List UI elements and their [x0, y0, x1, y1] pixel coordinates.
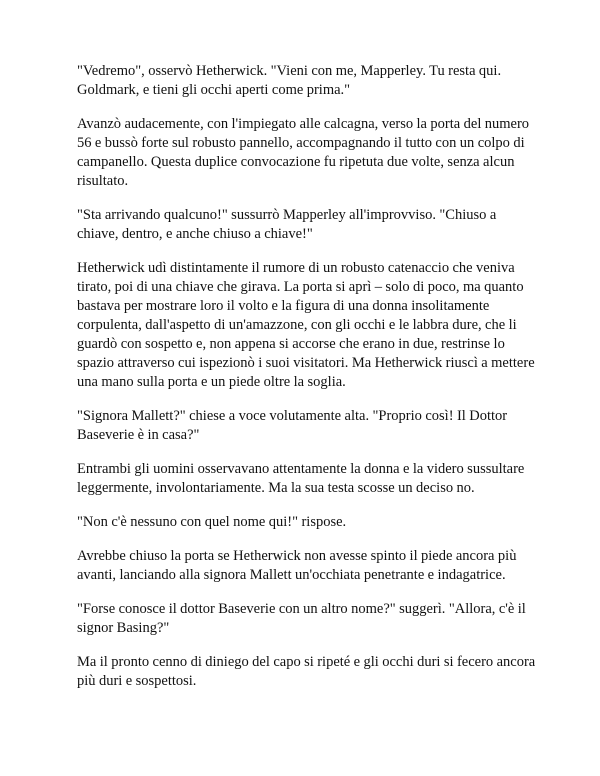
paragraph-9: "Forse conosce il dottor Baseverie con un altro nome?" suggerì. "Allora, c'è il signor Basing?": [77, 601, 526, 636]
paragraph-1: "Vedremo", osservò Hetherwick. "Vieni con me, Mapperley. Tu resta qui. Goldmark, e tieni gli occhi aperti come prima.": [77, 63, 502, 98]
paragraph-5: "Signora Mallett?" chiese a voce volutamente alta. "Proprio così! Il Dottor Baseverie è in casa?": [77, 408, 508, 443]
paragraph-3: "Sta arrivando qualcuno!" sussurrò Mapperley all'improvviso. "Chiuso a chiave, dentro, e anche chiuso a chiave!": [77, 207, 497, 242]
paragraph-4: Hetherwick udì distintamente il rumore di un robusto catenaccio che veniva tirato, poi di una chiave che girava. La porta si aprì – solo di poco, ma quanto bastava per mostrare loro il volto e la figura di una donna insolitamente corpulenta, dall'aspetto di un'amazzone, con gli occhi e le labbra dure, che li guardò con sospetto e, non appena si accorse che erano in due, restrinse lo spazio attraverso cui ispezionò i suoi visitatori. Ma Hetherwick riuscì a mettere una mano sulla porta e un piede oltre la soglia.: [77, 260, 535, 390]
paragraph-10: Ma il pronto cenno di diniego del capo si ripeté e gli occhi duri si fecero ancora più duri e sospettosi.: [77, 654, 536, 689]
paragraph-6: Entrambi gli uomini osservavano attentamente la donna e la videro sussultare leggermente, involontariamente. Ma la sua testa scosse un deciso no.: [77, 461, 525, 496]
paragraph-8: Avrebbe chiuso la porta se Hetherwick non avesse spinto il piede ancora più avanti, lanciando alla signora Mallett un'occhiata penetrante e indagatrice.: [77, 548, 517, 583]
paragraph-7: "Non c'è nessuno con quel nome qui!" rispose.: [77, 514, 347, 530]
paragraph-2: Avanzò audacemente, con l'impiegato alle calcagna, verso la porta del numero 56 e bussò forte sul robusto pannello, accompagnando il tutto con un colpo di campanello. Questa duplice convocazione fu ripetuta due volte, senza alcun risultato.: [77, 116, 530, 189]
